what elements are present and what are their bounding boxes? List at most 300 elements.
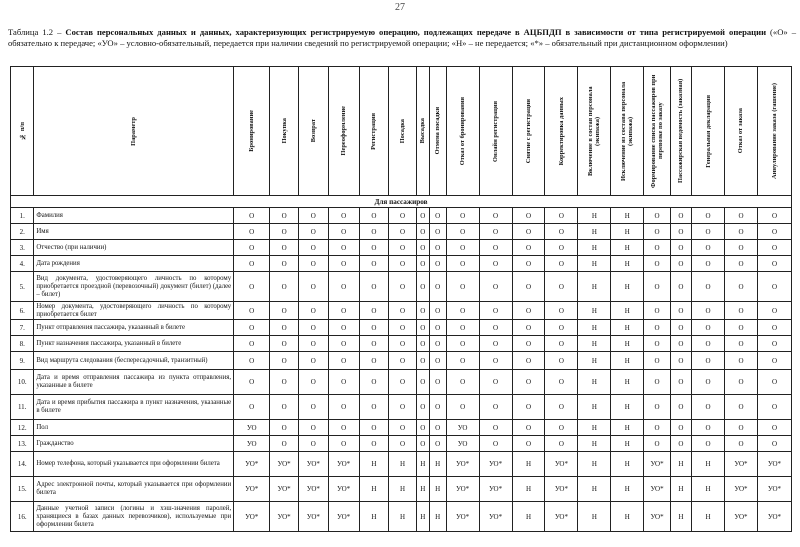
cell-value: О [725, 320, 758, 336]
cell-value: О [359, 336, 389, 352]
cell-value: О [725, 370, 758, 395]
cell-value: О [757, 256, 791, 272]
table-caption [8, 27, 796, 50]
cell-value: О [429, 370, 446, 395]
cell-value: О [416, 395, 429, 420]
cell-value: О [644, 224, 671, 240]
cell-value: О [545, 224, 578, 240]
row-parameter: Дата и время отправления пассажира из пункта отправления, указанные в билете [34, 370, 234, 395]
cell-value: Н [512, 477, 545, 502]
cell-value: Н [429, 452, 446, 477]
row-number: 1. [11, 208, 34, 224]
cell-value: О [644, 240, 671, 256]
cell-value: О [234, 240, 270, 256]
cell-value: О [270, 352, 299, 370]
cell-value: О [298, 420, 328, 436]
cell-value: Н [692, 502, 725, 532]
cell-value: О [359, 224, 389, 240]
cell-value: О [644, 370, 671, 395]
row-parameter: Номер документа, удостоверяющего личность по которому приобретается билет [34, 302, 234, 320]
cell-value: УО* [545, 502, 578, 532]
cell-value: О [389, 208, 417, 224]
cell-value: О [298, 224, 328, 240]
cell-value: УО* [757, 452, 791, 477]
cell-value: О [757, 320, 791, 336]
cell-value: О [757, 272, 791, 302]
cell-value: Н [578, 336, 611, 352]
cell-value: О [298, 336, 328, 352]
cell-value: УО [234, 436, 270, 452]
cell-value: О [757, 395, 791, 420]
cell-value: О [644, 256, 671, 272]
cell-value: Н [578, 502, 611, 532]
data-table [10, 66, 792, 532]
cell-value: О [670, 320, 691, 336]
cell-value: О [512, 395, 545, 420]
cell-value: УО* [644, 477, 671, 502]
table-row [11, 336, 792, 352]
row-number: 14. [11, 452, 34, 477]
page-number: 27 [395, 2, 405, 13]
cell-value: О [416, 352, 429, 370]
cell-value: О [328, 320, 359, 336]
cell-value: О [298, 240, 328, 256]
row-parameter: Номер телефона, который указывается при оформлении билета [34, 452, 234, 477]
cell-value: УО* [328, 452, 359, 477]
cell-value: Н [611, 420, 644, 436]
cell-value: Н [578, 477, 611, 502]
row-parameter: Данные учетной записи (логины и хэш-значения паролей, хранящиеся в базах данных перевозчиков), используемые при оформлении билета [34, 502, 234, 532]
cell-value: УО* [725, 477, 758, 502]
cell-value: Н [670, 477, 691, 502]
cell-value: О [479, 320, 512, 336]
col-op-header: Формирование списка пассажиров при перевозке по заказу [644, 67, 671, 196]
cell-value: Н [670, 452, 691, 477]
cell-value: О [479, 336, 512, 352]
cell-value: О [644, 395, 671, 420]
cell-value: О [670, 420, 691, 436]
cell-value: Н [611, 224, 644, 240]
cell-value: О [545, 208, 578, 224]
table-row [11, 256, 792, 272]
cell-value: О [270, 224, 299, 240]
cell-value: О [429, 256, 446, 272]
row-number: 3. [11, 240, 34, 256]
table-row [11, 272, 792, 302]
cell-value: О [328, 420, 359, 436]
cell-value: О [446, 256, 479, 272]
cell-value: О [328, 352, 359, 370]
cell-value: Н [429, 477, 446, 502]
cell-value: О [429, 224, 446, 240]
cell-value: О [479, 240, 512, 256]
cell-value: Н [578, 256, 611, 272]
row-parameter: Дата рождения [34, 256, 234, 272]
cell-value: О [757, 336, 791, 352]
cell-value: О [429, 336, 446, 352]
cell-value: О [479, 256, 512, 272]
row-parameter: Пол [34, 420, 234, 436]
cell-value: О [270, 336, 299, 352]
cell-value: О [545, 352, 578, 370]
cell-value: О [545, 336, 578, 352]
row-number: 11. [11, 395, 34, 420]
cell-value: О [512, 370, 545, 395]
cell-value: УО* [234, 477, 270, 502]
cell-value: О [359, 420, 389, 436]
cell-value: О [446, 320, 479, 336]
cell-value: О [328, 272, 359, 302]
row-number: 4. [11, 256, 34, 272]
cell-value: О [359, 272, 389, 302]
row-number: 2. [11, 224, 34, 240]
cell-value: О [416, 272, 429, 302]
cell-value: УО* [479, 502, 512, 532]
cell-value: О [512, 420, 545, 436]
cell-value: О [234, 352, 270, 370]
cell-value: Н [429, 502, 446, 532]
cell-value: О [429, 240, 446, 256]
cell-value: О [757, 302, 791, 320]
cell-value: О [328, 302, 359, 320]
row-parameter: Вид документа, удостоверяющего личность по которому приобретается проездной (перевозочный) документ (билет) (далее – билет) [34, 272, 234, 302]
cell-value: Н [611, 240, 644, 256]
cell-value: О [644, 352, 671, 370]
cell-value: О [670, 395, 691, 420]
cell-value: О [429, 208, 446, 224]
cell-value: Н [578, 320, 611, 336]
cell-value: УО* [298, 477, 328, 502]
cell-value: О [416, 436, 429, 452]
cell-value: О [359, 208, 389, 224]
col-op-header: Пассажирская ведомость (заказная) [670, 67, 691, 196]
cell-value: Н [670, 502, 691, 532]
cell-value: О [389, 352, 417, 370]
cell-value: О [670, 336, 691, 352]
row-number: 8. [11, 336, 34, 352]
cell-value: О [389, 436, 417, 452]
cell-value: Н [416, 452, 429, 477]
cell-value: О [416, 240, 429, 256]
cell-value: О [644, 436, 671, 452]
cell-value: О [359, 240, 389, 256]
cell-value: О [479, 352, 512, 370]
cell-value: О [328, 240, 359, 256]
cell-value: О [389, 370, 417, 395]
cell-value: УО* [270, 502, 299, 532]
cell-value: О [479, 208, 512, 224]
row-number: 13. [11, 436, 34, 452]
cell-value: О [512, 240, 545, 256]
cell-value: О [479, 272, 512, 302]
row-number: 12. [11, 420, 34, 436]
cell-value: Н [611, 320, 644, 336]
cell-value: О [298, 436, 328, 452]
cell-value: О [692, 336, 725, 352]
table-row [11, 240, 792, 256]
cell-value: О [416, 256, 429, 272]
cell-value: Н [578, 436, 611, 452]
row-parameter: Дата и время прибытия пассажира в пункт назначения, указанные в билете [34, 395, 234, 420]
cell-value: О [389, 420, 417, 436]
cell-value: О [692, 256, 725, 272]
col-op-header: Корректировка данных [545, 67, 578, 196]
cell-value: О [389, 256, 417, 272]
cell-value: О [644, 420, 671, 436]
cell-value: О [234, 320, 270, 336]
cell-value: Н [578, 224, 611, 240]
cell-value: О [545, 302, 578, 320]
col-op-header: Аннулирование заказа (гашение) [757, 67, 791, 196]
cell-value: О [644, 272, 671, 302]
cell-value: Н [389, 477, 417, 502]
cell-value: О [270, 320, 299, 336]
cell-value: Н [416, 502, 429, 532]
cell-value: О [298, 208, 328, 224]
cell-value: О [512, 272, 545, 302]
cell-value: О [670, 352, 691, 370]
cell-value: О [757, 352, 791, 370]
cell-value: О [692, 302, 725, 320]
cell-value: О [359, 352, 389, 370]
cell-value: Н [692, 477, 725, 502]
cell-value: УО* [328, 477, 359, 502]
table-row [11, 436, 792, 452]
table-row [11, 370, 792, 395]
cell-value: О [725, 336, 758, 352]
cell-value: О [446, 224, 479, 240]
cell-value: О [757, 240, 791, 256]
cell-value: О [298, 352, 328, 370]
cell-value: О [512, 352, 545, 370]
cell-value: УО* [545, 477, 578, 502]
cell-value: Н [611, 208, 644, 224]
cell-value: Н [578, 420, 611, 436]
col-op-header: Возврат [298, 67, 328, 196]
cell-value: Н [578, 240, 611, 256]
cell-value: Н [578, 302, 611, 320]
col-op-header: Исключение из состава персонала (экипажа) [611, 67, 644, 196]
cell-value: Н [611, 336, 644, 352]
cell-value: О [328, 436, 359, 452]
cell-value: О [234, 272, 270, 302]
cell-value: О [670, 370, 691, 395]
row-parameter: Отчество (при наличии) [34, 240, 234, 256]
cell-value: УО* [479, 477, 512, 502]
cell-value: О [328, 395, 359, 420]
cell-value: О [446, 370, 479, 395]
cell-value: О [545, 436, 578, 452]
cell-value: УО* [270, 452, 299, 477]
cell-value: О [389, 224, 417, 240]
cell-value: О [512, 208, 545, 224]
row-number: 16. [11, 502, 34, 532]
cell-value: О [298, 395, 328, 420]
cell-value: О [389, 336, 417, 352]
cell-value: О [446, 240, 479, 256]
caption-title: Состав персональных данных и данных, характеризующих регистрируемую операцию, подлежащих передаче в АЦБПДП в зависимости от типа регистрируемой операции [65, 27, 767, 37]
row-parameter: Гражданство [34, 436, 234, 452]
cell-value: О [429, 352, 446, 370]
cell-value: О [545, 395, 578, 420]
col-op-header: Генеральная декларация [692, 67, 725, 196]
row-number: 10. [11, 370, 34, 395]
col-op-header: Отказ от бронирования [446, 67, 479, 196]
cell-value: О [692, 395, 725, 420]
cell-value: Н [692, 452, 725, 477]
cell-value: О [359, 302, 389, 320]
cell-value: О [757, 224, 791, 240]
cell-value: О [389, 320, 417, 336]
cell-value: О [270, 420, 299, 436]
cell-value: О [670, 272, 691, 302]
row-parameter: Вид маршрута следования (беспересадочный, транзитный) [34, 352, 234, 370]
cell-value: О [389, 395, 417, 420]
cell-value: О [270, 240, 299, 256]
table-row [11, 224, 792, 240]
row-number: 5. [11, 272, 34, 302]
table-row [11, 352, 792, 370]
cell-value: О [389, 240, 417, 256]
cell-value: О [644, 302, 671, 320]
cell-value: Н [611, 302, 644, 320]
col-op-header: Снятие с регистрации [512, 67, 545, 196]
cell-value: О [328, 370, 359, 395]
cell-value: О [270, 272, 299, 302]
cell-value: Н [359, 452, 389, 477]
cell-value: О [479, 302, 512, 320]
cell-value: УО* [446, 452, 479, 477]
cell-value: О [479, 436, 512, 452]
cell-value: О [446, 272, 479, 302]
cell-value: Н [416, 477, 429, 502]
row-number: 15. [11, 477, 34, 502]
row-number: 7. [11, 320, 34, 336]
cell-value: О [692, 320, 725, 336]
cell-value: УО* [270, 477, 299, 502]
cell-value: О [416, 420, 429, 436]
cell-value: О [479, 224, 512, 240]
table-row [11, 302, 792, 320]
cell-value: О [328, 256, 359, 272]
cell-value: О [545, 320, 578, 336]
cell-value: УО* [234, 452, 270, 477]
cell-value: О [545, 272, 578, 302]
cell-value: О [298, 320, 328, 336]
cell-value: О [644, 208, 671, 224]
cell-value: Н [611, 370, 644, 395]
cell-value: Н [611, 502, 644, 532]
cell-value: О [270, 436, 299, 452]
cell-value: О [270, 302, 299, 320]
cell-value: УО [234, 420, 270, 436]
cell-value: О [725, 256, 758, 272]
cell-value: О [479, 420, 512, 436]
cell-value: О [234, 224, 270, 240]
col-op-header: Включение в состав персонала (экипажа) [578, 67, 611, 196]
col-param-header: Параметр [34, 67, 234, 196]
cell-value: О [692, 370, 725, 395]
cell-value: О [328, 336, 359, 352]
cell-value: О [328, 224, 359, 240]
cell-value: О [757, 370, 791, 395]
cell-value: О [670, 256, 691, 272]
cell-value: О [692, 208, 725, 224]
cell-value: О [545, 420, 578, 436]
cell-value: О [644, 320, 671, 336]
cell-value: Н [611, 395, 644, 420]
cell-value: О [757, 208, 791, 224]
cell-value: О [429, 395, 446, 420]
cell-value: УО [446, 420, 479, 436]
cell-value: О [328, 208, 359, 224]
cell-value: О [359, 256, 389, 272]
cell-value: О [644, 336, 671, 352]
cell-value: О [429, 320, 446, 336]
cell-value: О [429, 436, 446, 452]
cell-value: О [389, 302, 417, 320]
cell-value: О [270, 256, 299, 272]
cell-value: Н [611, 452, 644, 477]
cell-value: УО* [725, 502, 758, 532]
table-row [11, 420, 792, 436]
cell-value: О [670, 224, 691, 240]
caption-legend: («О» – обязательно к передаче; «УО» – условно-обязательный, передается при наличии сведений по регистрируемой операции; «Н» – не передается; «*» – обязательный при дистанционном оформлении) [8, 27, 797, 49]
cell-value: О [545, 256, 578, 272]
col-op-header: Посадка [389, 67, 417, 196]
cell-value: О [670, 436, 691, 452]
cell-value: О [725, 240, 758, 256]
cell-value: Н [611, 256, 644, 272]
cell-value: О [725, 302, 758, 320]
cell-value: О [446, 352, 479, 370]
cell-value: Н [611, 477, 644, 502]
cell-value: Н [611, 352, 644, 370]
table-row [11, 452, 792, 477]
col-op-header: Отмена посадки [429, 67, 446, 196]
cell-value: О [479, 370, 512, 395]
cell-value: О [512, 336, 545, 352]
cell-value: Н [512, 452, 545, 477]
cell-value: УО* [644, 502, 671, 532]
cell-value: О [725, 224, 758, 240]
cell-value: Н [359, 477, 389, 502]
caption-prefix: Таблица 1.2 – [8, 27, 66, 37]
header-row [11, 67, 792, 196]
cell-value: О [545, 240, 578, 256]
cell-value: УО* [644, 452, 671, 477]
table-row [11, 208, 792, 224]
cell-value: Н [578, 208, 611, 224]
cell-value: О [416, 336, 429, 352]
cell-value: Н [359, 502, 389, 532]
cell-value: О [416, 224, 429, 240]
cell-value: О [234, 302, 270, 320]
cell-value: О [234, 370, 270, 395]
cell-value: О [298, 272, 328, 302]
cell-value: Н [389, 502, 417, 532]
cell-value: Н [611, 272, 644, 302]
cell-value: УО* [298, 502, 328, 532]
cell-value: О [512, 224, 545, 240]
cell-value: УО* [234, 502, 270, 532]
row-parameter: Фамилия [34, 208, 234, 224]
cell-value: О [670, 208, 691, 224]
cell-value: О [757, 420, 791, 436]
cell-value: О [298, 370, 328, 395]
cell-value: О [725, 395, 758, 420]
cell-value: Н [578, 272, 611, 302]
